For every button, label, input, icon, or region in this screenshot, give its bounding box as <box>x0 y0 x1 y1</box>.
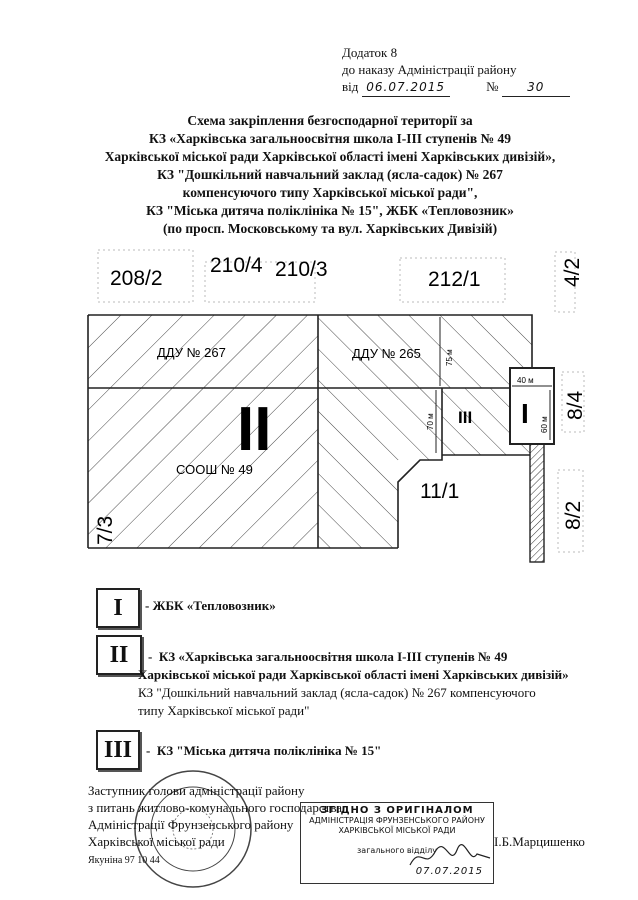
legend-dash: - <box>148 649 153 664</box>
date-value: 06.07.2015 <box>362 79 450 97</box>
school-49-label: СООШ № 49 <box>176 462 253 477</box>
stamp-line-1: ЗГІДНО З ОРИГІНАЛОМ <box>320 805 474 816</box>
title-line: Схема закріплення безгосподарної території за <box>187 113 473 128</box>
dimension-70m: 70 м <box>426 413 435 430</box>
number-value: 30 <box>502 79 570 97</box>
stamp-date: 07.07.2015 <box>415 866 483 877</box>
legend-item-2 <box>138 648 569 720</box>
title-line: КЗ «Харківська загальноосвітня школа І-ІІІ ступенів № 49 <box>149 131 511 146</box>
legend-2-line-4: типу Харківської міської ради" <box>138 703 310 718</box>
zone-1-strip <box>530 444 544 562</box>
legend-2-line-2: Харківської міської ради Харківської області імені Харківських дивізій» <box>138 667 569 682</box>
title-line: компенсуючого типу Харківської міської ради", <box>182 185 478 200</box>
stamp-line-3: ХАРКІВСЬКОЇ МІСЬКОЇ РАДИ <box>338 826 456 835</box>
executor-contact: Якуніна 97 10 44 <box>88 855 160 866</box>
block-11-1-label: 11/1 <box>420 480 460 503</box>
legend-1-text: ЖБК «Тепловозник» <box>152 598 276 613</box>
block-8-4-label: 8/4 <box>564 390 587 420</box>
legend-box-2: ІІ <box>96 635 142 675</box>
zone-1-numeral: І <box>521 398 529 429</box>
signature-position-line-3: Адміністрації Фрунзенського району <box>88 817 294 832</box>
legend-dash: - <box>145 598 150 613</box>
legend-2-line-3: КЗ "Дошкільний навчальний заклад (ясла-садок) № 267 компенсуючого <box>138 685 536 700</box>
legend-box-3: ІІІ <box>96 730 140 770</box>
block-7-3-label: 7/3 <box>94 515 117 545</box>
block-4-2-label: 4/2 <box>561 257 584 287</box>
dimension-40m: 40 м <box>517 376 534 385</box>
appendix-order-reference: до наказу Адміністрації району <box>342 62 517 77</box>
dimension-75m: 75 м <box>445 349 454 366</box>
title-line: КЗ "Міська дитяча поліклініка № 15", ЖБК «Тепловозник» <box>146 203 514 218</box>
ddu-265-label: ДДУ № 265 <box>352 346 421 361</box>
number-prefix: № <box>486 79 499 94</box>
block-8-2-label: 8/2 <box>562 500 585 530</box>
block-212-1-label: 212/1 <box>428 268 481 291</box>
block-210-3-label: 210/3 <box>275 258 328 281</box>
signature-position-line-2: з питань житлово-комунального господарства <box>88 800 343 815</box>
handwritten-signature <box>405 840 495 875</box>
title-line: КЗ "Дошкільний навчальний заклад (ясла-садок) № 267 <box>157 167 503 182</box>
legend-box-1: І <box>96 588 140 628</box>
legend-2-line-1: КЗ «Харківська загальноосвітня школа І-ІІІ ступенів № 49 <box>158 649 508 664</box>
signature-position-line-1: Заступник голови адміністрації району <box>88 783 305 798</box>
legend-dash: - <box>146 743 151 758</box>
block-208-2-label: 208/2 <box>110 267 163 290</box>
appendix-number: Додаток 8 <box>342 45 398 60</box>
signatory-name: І.Б.Марцишенко <box>494 834 585 849</box>
legend-3-text: КЗ "Міська дитяча поліклініка № 15" <box>156 743 382 758</box>
legend-item-1 <box>145 597 276 615</box>
zone-3-numeral: ІІІ <box>458 408 473 427</box>
stamp-line-2: АДМІНІСТРАЦІЯ ФРУНЗЕНСЬКОГО РАЙОНУ <box>309 816 485 825</box>
zone-2-numeral: ІІ <box>237 395 272 464</box>
date-prefix: від <box>342 79 359 94</box>
stamp-line-4: загального відділу <box>357 846 437 855</box>
block-210-4-label: 210/4 <box>210 254 263 277</box>
title-line: Харківської міської ради Харківської області імені Харківських дивізій», <box>104 149 556 164</box>
legend-item-3 <box>146 742 381 760</box>
signature-position-line-4: Харківської міської ради <box>88 834 225 849</box>
title-line: (по просп. Московському та вул. Харківських Дивізій) <box>162 221 498 236</box>
dimension-60m: 60 м <box>540 416 549 433</box>
ddu-267-label: ДДУ № 267 <box>157 345 226 360</box>
